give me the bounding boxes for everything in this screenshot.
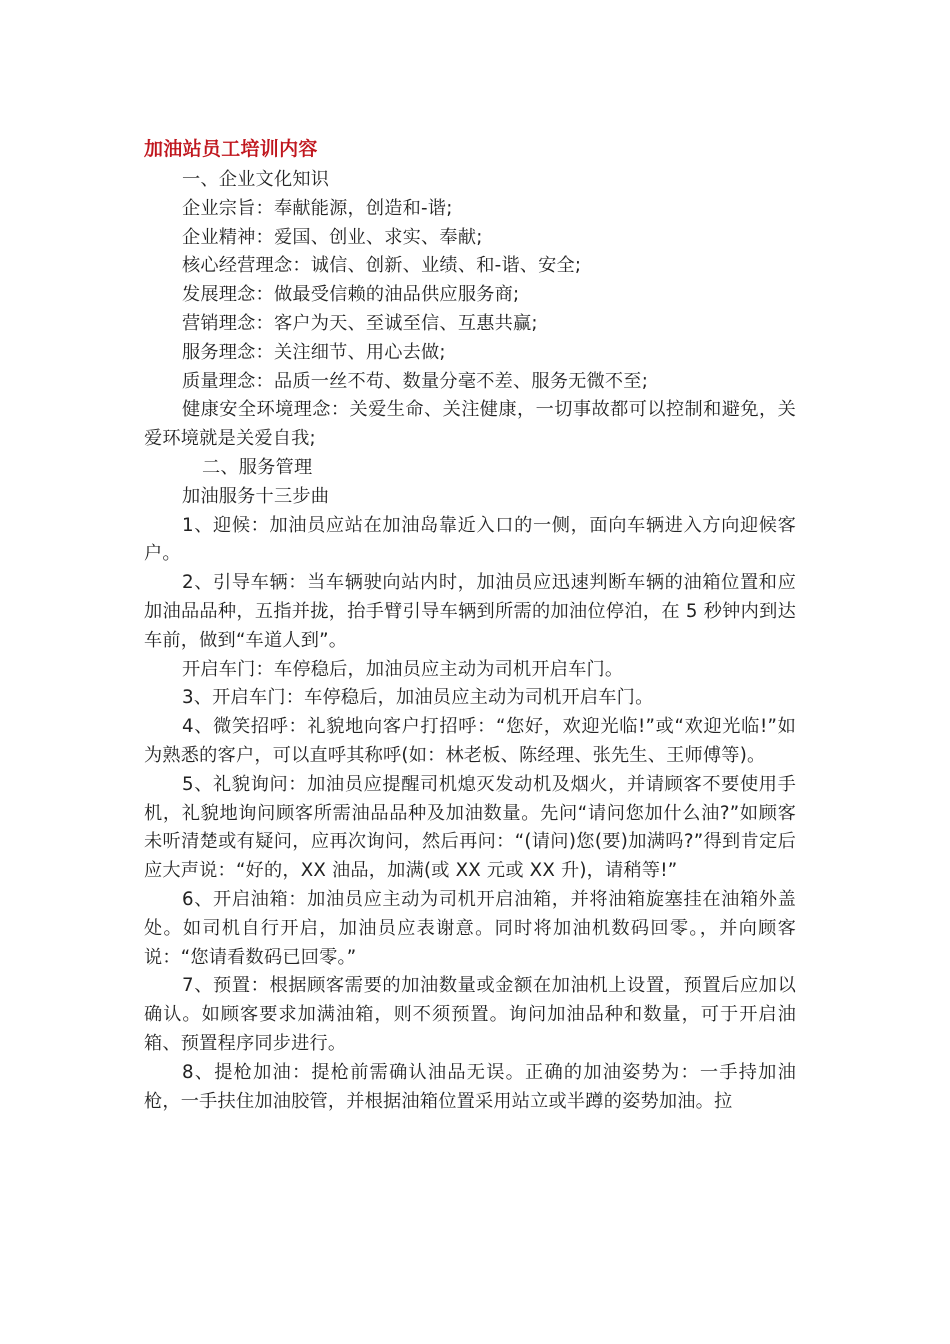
culture-item-development: 发展理念：做最受信赖的油品供应服务商;	[182, 284, 520, 306]
step-paragraph: 6、开启油箱：加油员应主动为司机开启油箱，并将油箱旋塞挂在油箱外盖处。如司机自行开启，加油员应表谢意。同时将加油机数码回零。，并向顾客说：“您请看数码已回零。”	[144, 888, 796, 968]
section-subheading-steps: 加油服务十三步曲	[182, 485, 330, 507]
step-paragraph: 3、开启车门：车停稳后，加油员应主动为司机开启车门。	[182, 687, 654, 709]
step-paragraph: 开启车门：车停稳后，加油员应主动为司机开启车门。	[182, 658, 624, 680]
step-paragraph: 7、预置：根据顾客需要的加油数量或金额在加油机上设置，预置后应加以确认。如顾客要求加满油箱，则不须预置。询问加油品种和数量，可于开启油箱、预置程序同步进行。	[144, 975, 796, 1054]
step-paragraph: 8、提枪加油：提枪前需确认油品无误。正确的加油姿势为：一手持加油枪，一手扶住加油胶管，并根据油箱位置采用站立或半蹲的姿势加油。拉	[144, 1061, 796, 1112]
culture-item-hse: 健康安全环境理念：关爱生命、关注健康，一切事故都可以控制和避免，关爱环境就是关爱自我;	[144, 399, 796, 450]
step-paragraph: 1、迎候：加油员应站在加油岛靠近入口的一侧，面向车辆进入方向迎候客户。	[144, 514, 796, 565]
document-title: 加油站员工培训内容	[144, 138, 318, 160]
step-paragraph: 4、微笑招呼：礼貌地向客户打招呼：“您好，欢迎光临!”或“欢迎光临!”如为熟悉的客户，可以直呼其称呼(如：林老板、陈经理、张先生、王师傅等)。	[144, 716, 796, 766]
section-heading-service: 二、服务管理	[202, 456, 313, 478]
step-paragraph: 5、礼貌询问：加油员应提醒司机熄灭发动机及烟火，并请顾客不要使用手机，礼貌地询问顾客所需油品品种及加油数量。先问“请问您加什么油?”如顾客未听清楚或有疑问，应再次询问，然后再问：“(请问)您(要)加满吗?”得到肯定后应大声说：“好的，XX 油品，加满(或 XX 元或 XX 升)，请稍等!”	[144, 773, 796, 882]
culture-item-spirit: 企业精神：爱国、创业、求实、奉献;	[182, 226, 483, 248]
section-heading-culture: 一、企业文化知识	[182, 169, 330, 190]
culture-item-core-philosophy: 核心经营理念：诚信、创新、业绩、和-谐、安全;	[182, 255, 582, 277]
culture-item-service: 服务理念：关注细节、用心去做;	[182, 341, 446, 363]
step-paragraph: 2、引导车辆：当车辆驶向站内时，加油员应迅速判断车辆的油箱位置和应加油品品种，五指并拢，抬手臂引导车辆到所需的加油位停泊，在 5 秒钟内到达车前，做到“车道人到”。	[144, 572, 796, 651]
document-page	[144, 133, 796, 1116]
culture-item-marketing: 营销理念：客户为天、至诚至信、互惠共赢;	[182, 312, 538, 334]
culture-item-quality: 质量理念：品质一丝不苟、数量分毫不差、服务无微不至;	[182, 370, 649, 392]
culture-item-purpose: 企业宗旨：奉献能源，创造和-谐;	[182, 197, 453, 219]
